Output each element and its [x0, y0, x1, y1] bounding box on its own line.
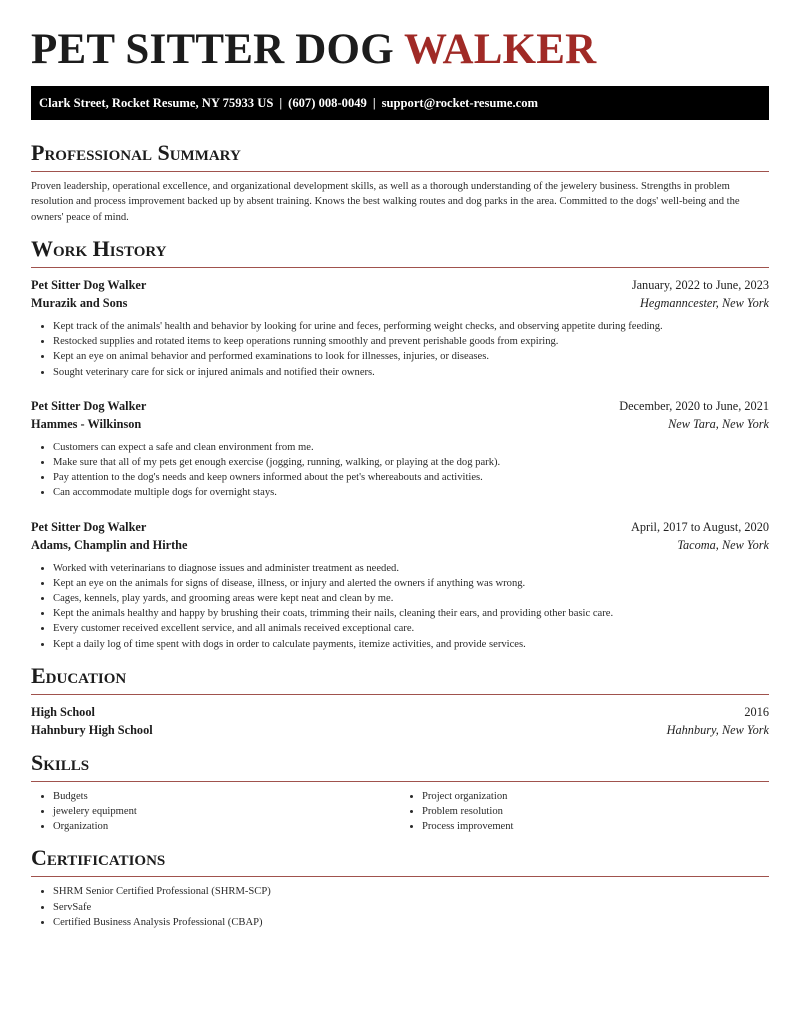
certification-item: • Certified Business Analysis Professional (CBAP) [53, 915, 769, 930]
job-bullet: • Kept an eye on animal behavior and performed examinations to look for illnesses, injuries, or diseases. [53, 349, 769, 364]
education-degree: High School [31, 704, 95, 719]
candidate-name [31, 28, 769, 72]
contact-separator: | [279, 96, 283, 110]
section-title-work-history: Work History [31, 236, 769, 268]
certifications-list [31, 884, 769, 930]
section-title-skills: Skills [31, 750, 769, 782]
job-company: Adams, Champlin and Hirthe [31, 537, 188, 552]
job-bullet: • Worked with veterinarians to diagnose issues and administer treatment as needed. [53, 561, 769, 576]
certifications-section [31, 845, 769, 930]
job-bullet: • Customers can expect a safe and clean environment from me. [53, 440, 769, 455]
job-role: Pet Sitter Dog Walker [31, 398, 147, 413]
job-bullet: • Kept the animals healthy and happy by brushing their coats, trimming their nails, cleaning their ears, and providing other basic care. [53, 606, 769, 621]
job-bullet: • Sought veterinary care for sick or injured animals and notified their owners. [53, 365, 769, 380]
job-bullet: • Cages, kennels, play yards, and grooming areas were kept neat and clean by me. [53, 591, 769, 606]
job-bullet: • Kept an eye on the animals for signs of disease, illness, or injury and alerted the owners if anything was wrong. [53, 576, 769, 591]
skills-section [31, 750, 769, 835]
job-dates: April, 2017 to August, 2020 [630, 519, 769, 534]
contact-email[interactable]: support@rocket-resume.com [381, 96, 539, 110]
job-bullet: • Kept a daily log of time spent with dogs in order to calculate payments, itemize activities, and provide services. [53, 637, 769, 652]
name-main: PET SITTER DOG [31, 26, 394, 73]
job-company: Murazik and Sons [31, 295, 128, 310]
job-bullet: • Can accommodate multiple dogs for overnight stays. [53, 485, 769, 500]
job-entry [31, 276, 769, 380]
job-bullets [31, 440, 769, 501]
job-entry [31, 518, 769, 652]
skill-item: • Project organization [422, 789, 769, 804]
job-company: Hammes - Wilkinson [31, 416, 142, 431]
contact-phone: (607) 008-0049 [288, 96, 367, 110]
job-bullets [31, 319, 769, 380]
job-bullet: • Kept track of the animals' health and behavior by looking for urine and feces, performing weight checks, and observing appetite during feeding. [53, 319, 769, 334]
job-bullet: • Pay attention to the dog's needs and keep owners informed about the pet's whereabouts and activities. [53, 470, 769, 485]
skill-item: • jewelery equipment [53, 804, 400, 819]
education-section [31, 663, 769, 739]
work-history-section [31, 236, 769, 652]
job-location: New Tara, New York [668, 416, 769, 431]
resume-page [31, 0, 769, 930]
name-accent: WALKER [404, 26, 597, 73]
job-bullet: • Every customer received excellent service, and all animals received exceptional care. [53, 621, 769, 636]
job-role: Pet Sitter Dog Walker [31, 277, 147, 292]
summary-section [31, 140, 769, 225]
skills-list-right [400, 789, 769, 835]
job-location: Hegmanncester, New York [640, 295, 769, 310]
job-entry [31, 397, 769, 501]
education-location: Hahnbury, New York [666, 722, 769, 737]
certification-item: • SHRM Senior Certified Professional (SHRM-SCP) [53, 884, 769, 899]
skill-item: • Organization [53, 819, 400, 834]
skill-item: • Process improvement [422, 819, 769, 834]
job-role: Pet Sitter Dog Walker [31, 519, 147, 534]
certification-item: • ServSafe [53, 900, 769, 915]
education-school: Hahnbury High School [31, 722, 153, 737]
contact-bar [31, 86, 769, 120]
contact-address: Clark Street, Rocket Resume, NY 75933 US [39, 96, 274, 110]
contact-separator: | [372, 96, 376, 110]
section-title-education: Education [31, 663, 769, 695]
section-title-certifications: Certifications [31, 845, 769, 877]
job-dates: December, 2020 to June, 2021 [619, 398, 769, 413]
job-bullet: • Restocked supplies and rotated items to keep operations running smoothly and prevent perishable goods from expiring. [53, 334, 769, 349]
job-bullets [31, 561, 769, 652]
job-bullet: • Make sure that all of my pets get enough exercise (jogging, running, walking, or playing at the dog park). [53, 455, 769, 470]
summary-text: Proven leadership, operational excellence, and organizational development skills, as well as a thorough understanding of the jewelery business. Strengths in problem resolution and process improvement backed up by absent training. Knows the best walking routes and dog parks in the area. Committed to the dogs' well-being and the owners' peace of mind. [31, 181, 740, 223]
skills-list-left [31, 789, 400, 835]
job-dates: January, 2022 to June, 2023 [631, 277, 769, 292]
job-location: Tacoma, New York [677, 537, 769, 552]
education-year: 2016 [744, 704, 769, 719]
section-title-summary: Professional Summary [31, 140, 769, 172]
skill-item: • Problem resolution [422, 804, 769, 819]
skill-item: • Budgets [53, 789, 400, 804]
